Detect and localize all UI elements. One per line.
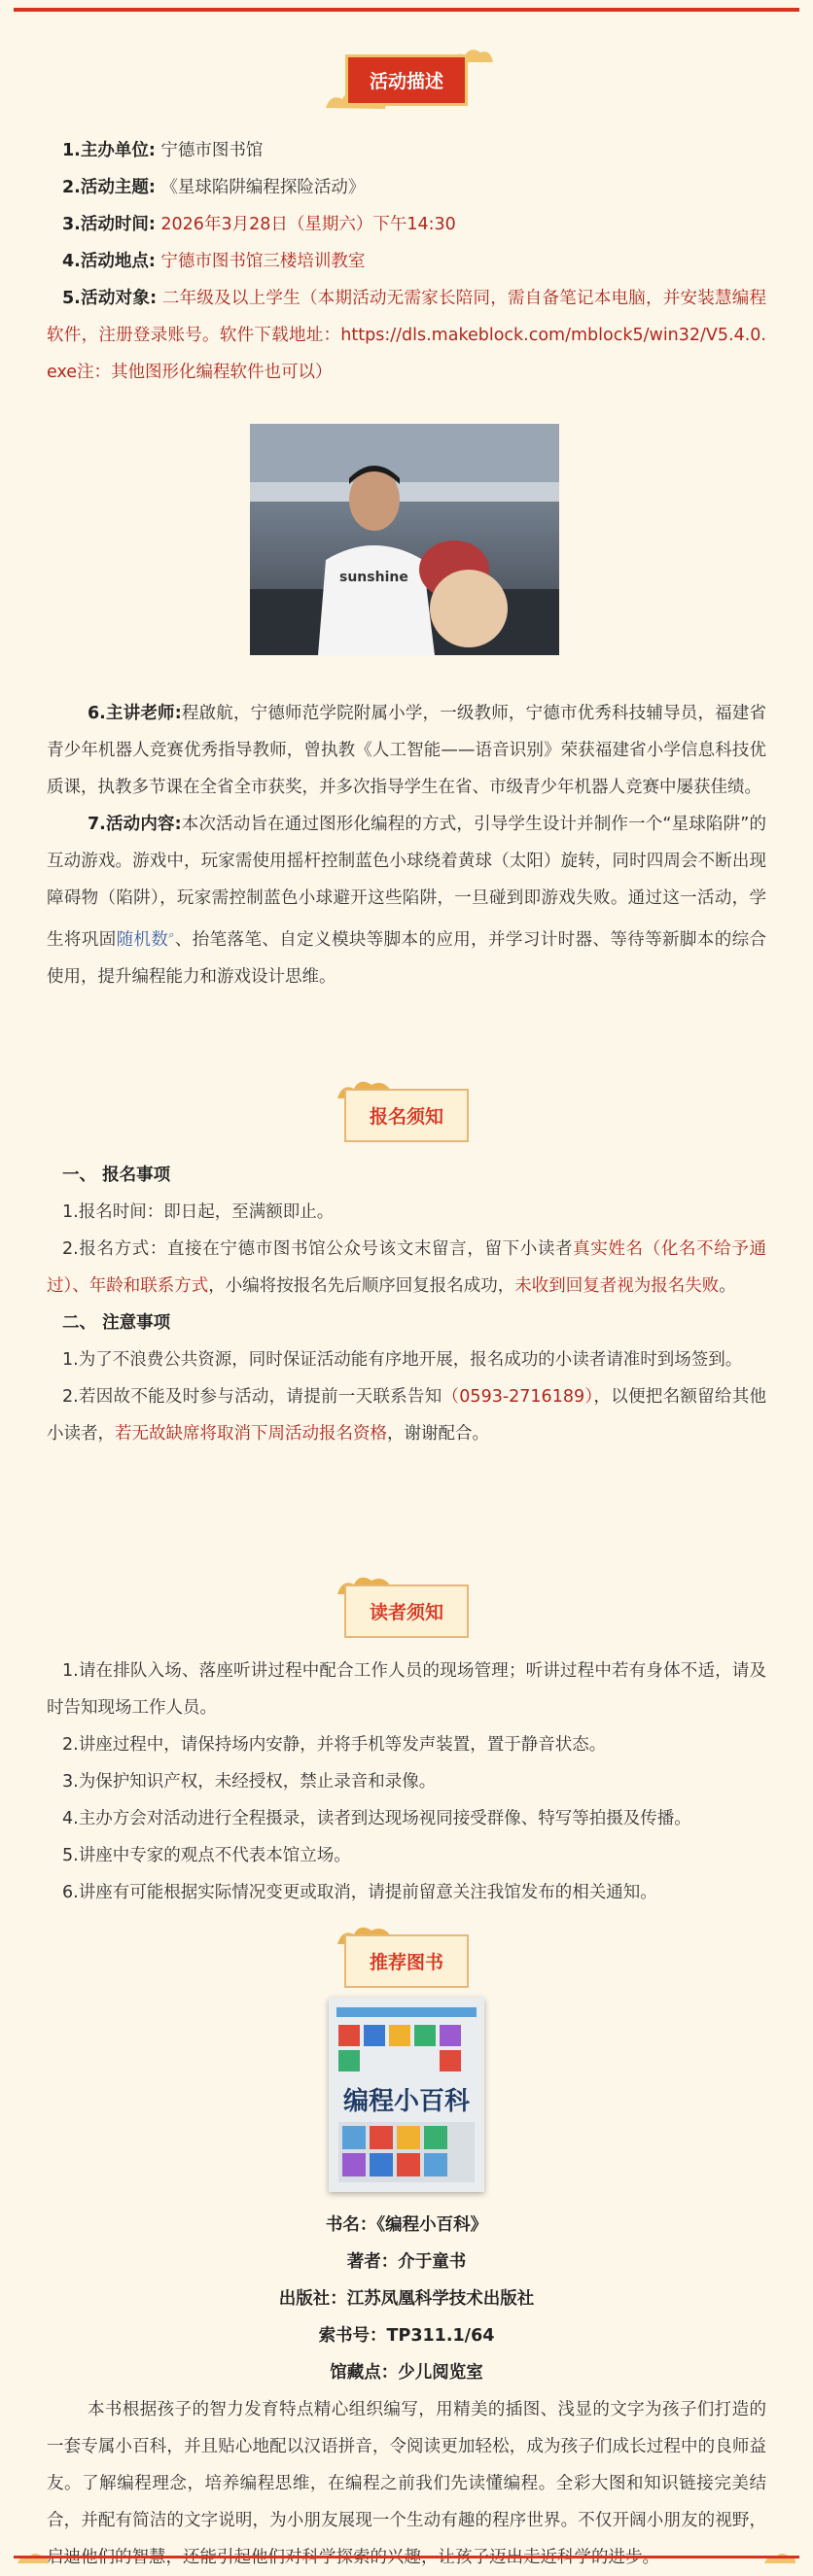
book-call-number: 索书号：TP311.1/64 (318, 2326, 495, 2346)
notice-1: 1.为了不浪费公共资源，同时保证活动能有序地开展，报名成功的小读者请准时到场签到。 (62, 1350, 743, 1370)
book-name: 书名：《编程小百科》 (325, 2215, 488, 2235)
book-cover-title: 编程小百科 (342, 2087, 470, 2116)
section-header-signup (0, 1089, 813, 1142)
time-line: 3.活动时间: 2026年3月28日（星期六）下午14:30 (62, 215, 456, 234)
book-description: 本书根据孩子的智力发育特点精心组织编写，用精美的插图、浅显的文字为孩子们打造的一套专属小百科，并且贴心地配以汉语拼音，令阅读更加轻松，成为孩子们成长过程中的良师益友。了解编程理念，培养编程思维，在编程之前我们先读懂编程。全彩大图和知识链接完美结合，并配有简洁的文字说明，为小朋友展现一个生动有趣的程序世界。不仅开阔小朋友的视野， (47, 2400, 766, 2530)
section-title: 活动描述 (345, 54, 468, 106)
section-title: 推荐图书 (344, 1934, 469, 1988)
notice-2: 2.若因故不能及时参与活动，请提前一天联系告知（0593-2716189），以便把名额留给其他小读者，若无故缺席将取消下周活动报名资格，谢谢配合。 (47, 1387, 767, 1444)
teacher-content (47, 695, 766, 995)
reader-item: 6.讲座有可能根据实际情况变更或取消，请提前留意关注我馆发布的相关通知。 (62, 1883, 657, 1902)
book-location: 馆藏点：少儿阅览室 (330, 2363, 483, 2383)
shirt-text: sunshine (339, 570, 408, 585)
target-line: 5.活动对象: 二年级及以上学生（本期活动无需家长陪同，需自备笔记本电脑，并安装慧编程软件，注册登录账号。软件下载地址：https://dls.makeblock.com/mblock5/win32/V5.4.0.exe注：其他图形化编程软件也可以） (47, 289, 766, 382)
reader-item: 3.为保护知识产权，未经授权，禁止录音和录像。 (62, 1772, 437, 1792)
signup-heading-1: 一、 报名事项 (62, 1166, 171, 1185)
theme-line: 2.活动主题: 《星球陷阱编程探险活动》 (62, 178, 366, 197)
signup-method: 2.报名方式：直接在宁德市图书馆公众号该文末留言，留下小读者真实姓名（化名不给予通过）、年龄和联系方式，小编将按报名先后顺序回复报名成功，未收到回复者视为报名失败。 (47, 1239, 766, 1296)
reader-item: 2.讲座过程中，请保持场内安静，并将手机等发声装置，置于静音状态。 (62, 1735, 607, 1755)
section-header-book (0, 1934, 813, 1988)
signup-time: 1.报名时间：即日起，至满额即止。 (62, 1202, 335, 1222)
search-icon: ⌕ (168, 928, 175, 941)
section-header-activity (0, 54, 813, 106)
book-author: 著者：介于童书 (346, 2252, 467, 2272)
teacher-photo (250, 424, 559, 655)
random-number-link[interactable]: 随机数 (116, 929, 169, 950)
book-publisher: 出版社：江苏凤凰科学技术出版社 (278, 2289, 535, 2309)
organizer-line: 1.主办单位: 宁德市图书馆 (62, 141, 264, 160)
top-divider (14, 8, 799, 12)
activity-info (47, 132, 766, 391)
book-cover (329, 1998, 484, 2192)
content-paragraph: 7.活动内容:本次活动旨在通过图形化编程的方式，引导学生设计并制作一个“星球陷阱”的互动游戏。游戏中，玩家需使用摇杆控制蓝色小球绕着黄球（太阳）旋转，同时四周会不断出现障碍物（陷阱），玩家需控制蓝色小球避开这些陷阱，一旦碰到即游戏失败。通过这一活动，学生将巩固随机数⌕、抬笔落笔、自定义模块等脚本的应用，并学习计时器、等待等新脚本的综合使用，提升编程能力和游戏设计思维。 (47, 815, 767, 987)
reader-item: 1.请在排队入场、落座听讲过程中配合工作人员的现场管理；听讲过程中若有身体不适，请及时告知现场工作人员。 (47, 1661, 766, 1718)
reader-item: 4.主办方会对活动进行全程摄录，读者到达现场视同接受群像、特写等拍摄及传播。 (62, 1809, 691, 1828)
signup-notes (47, 1157, 766, 1452)
signup-heading-2: 二、 注意事项 (62, 1313, 171, 1333)
photo-illustration (250, 424, 559, 655)
place-line: 4.活动地点: 宁德市图书馆三楼培训教室 (62, 252, 366, 271)
book-info (47, 2207, 766, 2576)
reader-notes (47, 1653, 766, 1911)
teacher-paragraph: 6.主讲老师:程啟航，宁德师范学院附属小学，一级教师，宁德市优秀科技辅导员，福建省青少年机器人竞赛优秀指导教师，曾执教《人工智能——语音识别》荣获福建省小学信息科技优质课，执教多节课在全省全市获奖，并多次指导学生在省、市级青少年机器人竞赛中屡获佳绩。 (47, 704, 766, 797)
section-header-reader (0, 1584, 813, 1638)
section-title: 读者须知 (344, 1584, 469, 1638)
bottom-divider (14, 2556, 799, 2559)
section-title: 报名须知 (344, 1089, 469, 1142)
reader-item: 5.讲座中专家的观点不代表本馆立场。 (62, 1846, 351, 1865)
